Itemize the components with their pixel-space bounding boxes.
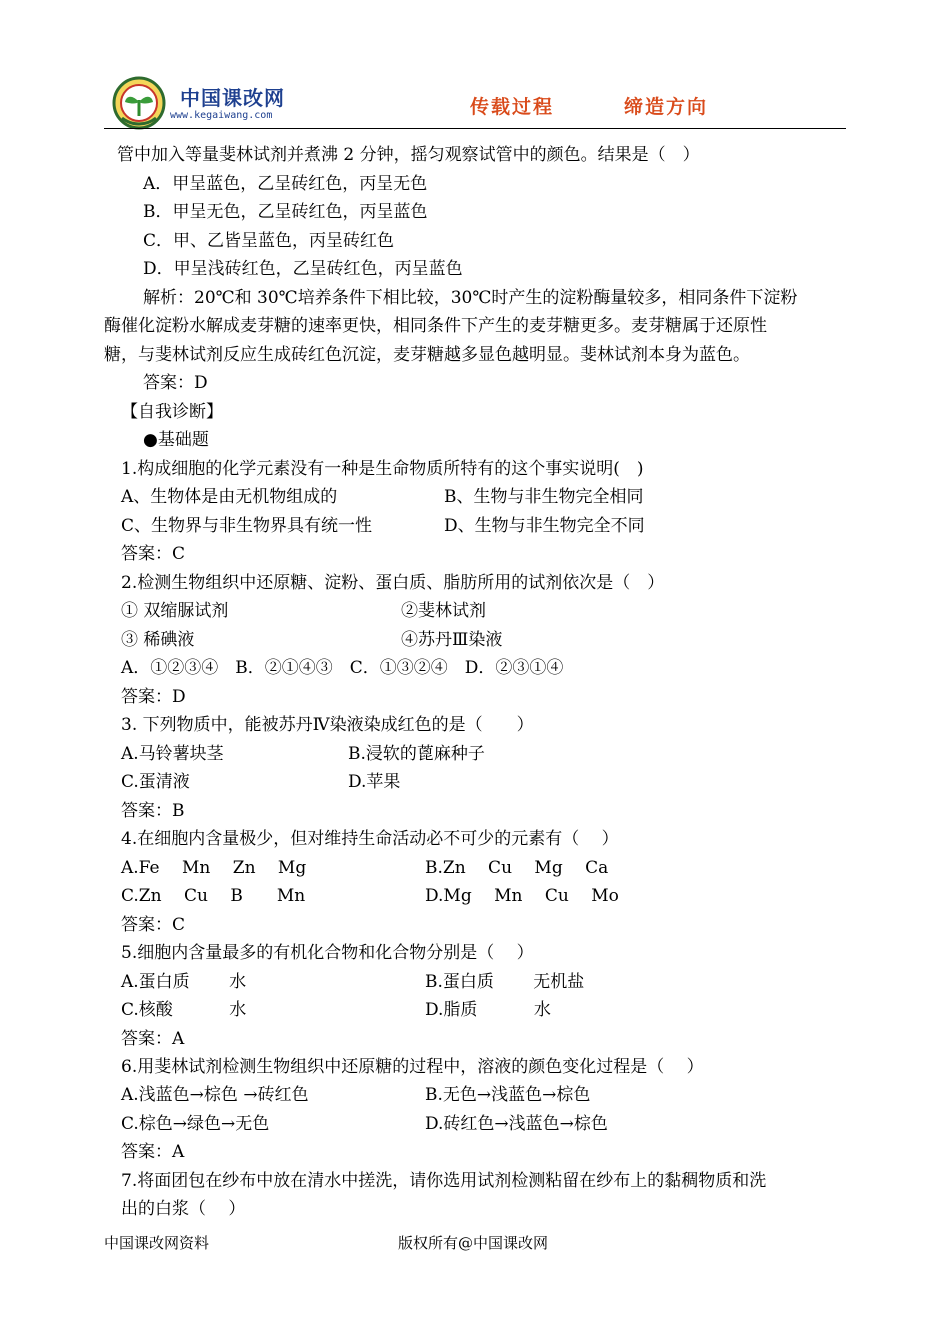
- intro-option-d: D．甲呈浅砖红色，乙呈砖红色，丙呈蓝色: [143, 259, 463, 279]
- q5-option-d: D.脂质 水: [425, 1000, 551, 1020]
- q4-option-c: C.Zn Cu B Mn: [121, 886, 306, 906]
- q3-option-c: C.蛋清液: [121, 772, 190, 792]
- q4-stem: 4.在细胞内含量极少，但对维持生命活动必不可少的元素有（ ）: [121, 829, 619, 849]
- kegaiwang-logo-icon: [112, 76, 166, 130]
- q5-option-a: A.蛋白质 水: [121, 972, 247, 992]
- q1-stem: 1.构成细胞的化学元素没有一种是生命物质所特有的这个事实说明( ): [121, 459, 644, 479]
- analysis-line-1: 解析：20℃和 30℃培养条件下相比较，30℃时产生的淀粉酶量较多，相同条件下淀粉: [143, 288, 798, 308]
- slogan-left: 传载过程: [470, 96, 555, 118]
- subsection-title: ●基础题: [143, 430, 209, 450]
- q3-answer: 答案：B: [121, 801, 185, 821]
- q5-option-b: B.蛋白质 无机盐: [425, 972, 585, 992]
- q7-stem-line-2: 出的白浆（ ）: [121, 1199, 246, 1219]
- q6-answer: 答案：A: [121, 1142, 185, 1162]
- header-divider: [104, 128, 846, 129]
- site-url: www.kegaiwang.com: [170, 110, 273, 121]
- q1-answer: 答案：C: [121, 544, 186, 564]
- q1-option-c: C、生物界与非生物界具有统一性: [121, 516, 373, 536]
- intro-option-a: A．甲呈蓝色，乙呈砖红色，丙呈无色: [143, 174, 428, 194]
- q3-option-a: A.马铃薯块茎: [121, 744, 224, 764]
- q1-option-b: B、生物与非生物完全相同: [444, 487, 644, 507]
- analysis-line-2: 酶催化淀粉水解成麦芽糖的速率更快，相同条件下产生的麦芽糖更多。麦芽糖属于还原性: [104, 316, 767, 336]
- q4-option-a: A.Fe Mn Zn Mg: [121, 858, 307, 878]
- intro-option-c: C．甲、乙皆呈蓝色，丙呈砖红色: [143, 231, 395, 251]
- analysis-line-3: 糖，与斐林试剂反应生成砖红色沉淀，麦芽糖越多显色越明显。斐林试剂本身为蓝色。: [104, 345, 750, 365]
- q6-option-c: C.棕色→绿色→无色: [121, 1114, 270, 1134]
- footer-center: 版权所有@中国课改网: [398, 1234, 549, 1252]
- q1-option-a: A、生物体是由无机物组成的: [121, 487, 338, 507]
- q3-stem: 3. 下列物质中，能被苏丹Ⅳ染液染成红色的是（ ）: [121, 715, 534, 735]
- page-header: [104, 70, 846, 130]
- q3-option-b: B.浸软的蓖麻种子: [348, 744, 485, 764]
- footer-left: 中国课改网资料: [104, 1234, 210, 1252]
- q4-option-b: B.Zn Cu Mg Ca: [425, 858, 609, 878]
- slogan-right: 缔造方向: [624, 96, 709, 118]
- q7-stem-line-1: 7.将面团包在纱布中放在清水中搓洗，请你选用试剂检测粘留在纱布上的黏稠物质和洗: [121, 1171, 767, 1191]
- intro-option-b: B．甲呈无色，乙呈砖红色，丙呈蓝色: [143, 202, 428, 222]
- q5-answer: 答案：A: [121, 1029, 185, 1049]
- q6-option-d: D.砖红色→浅蓝色→棕色: [425, 1114, 608, 1134]
- site-name: 中国课改网: [180, 86, 285, 110]
- q6-stem: 6.用斐林试剂检测生物组织中还原糖的过程中，溶液的颜色变化过程是（ ）: [121, 1057, 704, 1077]
- q6-option-a: A.浅蓝色→棕色 →砖红色: [121, 1085, 309, 1105]
- q2-item-4: ④苏丹Ⅲ染液: [401, 630, 503, 650]
- section-title: 【自我诊断】: [121, 402, 223, 422]
- q2-answer: 答案：D: [121, 687, 186, 707]
- intro-answer: 答案：D: [143, 373, 208, 393]
- q2-item-2: ②斐林试剂: [401, 601, 486, 621]
- question-tail: 管中加入等量斐林试剂并煮沸 2 分钟，摇匀观察试管中的颜色。结果是（ ）: [117, 145, 700, 165]
- q2-item-3: ③ 稀碘液: [121, 630, 195, 650]
- q5-stem: 5.细胞内含量最多的有机化合物和化合物分别是（ ）: [121, 943, 534, 963]
- q2-stem: 2.检测生物组织中还原糖、淀粉、蛋白质、脂肪所用的试剂依次是（ ）: [121, 573, 665, 593]
- q1-option-d: D、生物与非生物完全不同: [444, 516, 645, 536]
- q6-option-b: B.无色→浅蓝色→棕色: [425, 1085, 591, 1105]
- q3-option-d: D.苹果: [348, 772, 401, 792]
- q2-item-1: ① 双缩脲试剂: [121, 601, 229, 621]
- q4-option-d: D.Mg Mn Cu Mo: [425, 886, 619, 906]
- q4-answer: 答案：C: [121, 915, 186, 935]
- q2-choices: A．①②③④ B．②①④③ C．①③②④ D．②③①④: [121, 658, 564, 678]
- q5-option-c: C.核酸 水: [121, 1000, 247, 1020]
